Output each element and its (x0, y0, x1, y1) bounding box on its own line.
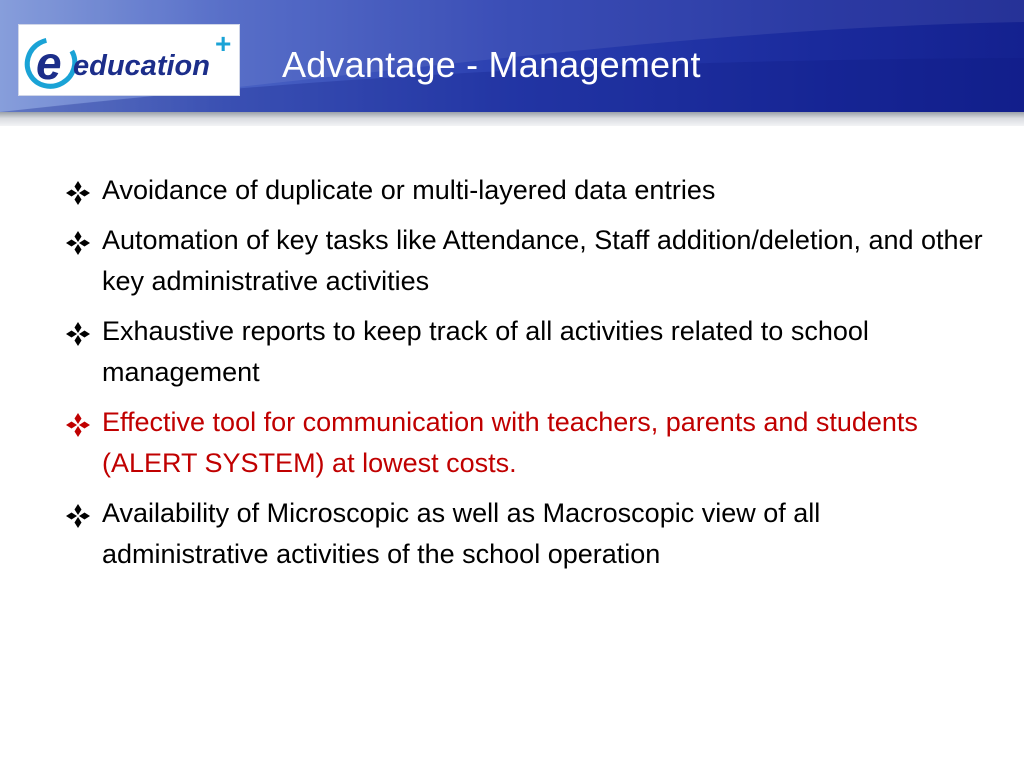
logo-initial-letter: e (36, 37, 62, 89)
bullet-list (64, 170, 994, 584)
bullet-item (64, 170, 994, 211)
bullet-text: Automation of key tasks like Attendance, Staff addition/deletion, and other key administrative activities (102, 225, 983, 296)
bullet-text: Effective tool for communication with teachers, parents and students (ALERT SYSTEM) at lowest costs. (102, 407, 918, 478)
header-shadow (0, 112, 1024, 126)
four-diamond-bullet-icon (66, 181, 90, 205)
logo-brand-text: education (73, 50, 210, 82)
education-logo (18, 24, 240, 96)
bullet-item (64, 220, 994, 302)
logo-plus-superscript: + (215, 28, 232, 59)
bullet-text: Exhaustive reports to keep track of all activities related to school management (102, 316, 869, 387)
slide-title: Advantage - Management (282, 44, 701, 85)
four-diamond-bullet-icon (66, 231, 90, 255)
bullet-item (64, 311, 994, 393)
bullet-text: Availability of Microscopic as well as Macroscopic view of all administrative activities of the school operation (102, 498, 821, 569)
bullet-text: Avoidance of duplicate or multi-layered data entries (102, 175, 716, 205)
four-diamond-bullet-icon (66, 413, 90, 437)
bullet-item (64, 493, 994, 575)
education-logo-graphic (19, 25, 239, 95)
four-diamond-bullet-icon (66, 504, 90, 528)
bullet-item-alert (64, 402, 994, 484)
four-diamond-bullet-icon (66, 322, 90, 346)
